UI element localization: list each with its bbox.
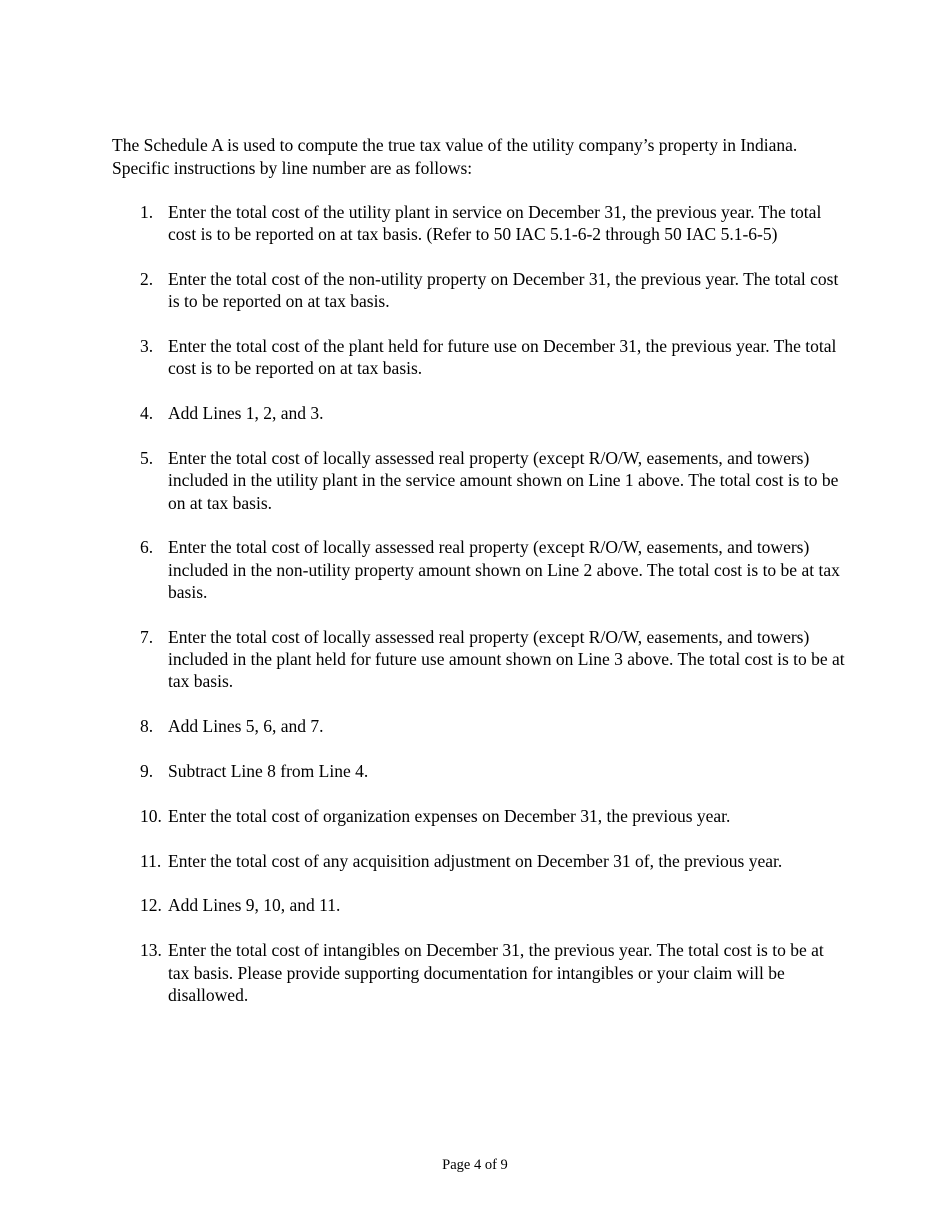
instruction-number: 6. — [140, 537, 154, 558]
instruction-text: Add Lines 9, 10, and 11. — [168, 895, 341, 916]
instruction-item-8 — [140, 715, 845, 737]
instruction-item-3 — [140, 335, 845, 380]
instruction-number: 2. — [140, 269, 154, 290]
instruction-number: 7. — [140, 626, 154, 647]
instruction-number: 5. — [140, 448, 154, 469]
instruction-item-1 — [140, 201, 845, 246]
instruction-text: Enter the total cost of the plant held for future use on December 31, the previous year. The total cost is to be reported on at tax basis. — [168, 336, 837, 379]
instruction-item-10 — [140, 805, 845, 827]
intro-paragraph: The Schedule A is used to compute the true tax value of the utility company’s property in Indiana. Specific instructions by line number are as follows: — [112, 135, 798, 178]
instruction-number: 10. — [140, 805, 162, 826]
instruction-number: 9. — [140, 761, 154, 782]
instruction-item-12 — [140, 894, 845, 916]
instruction-number: 4. — [140, 403, 154, 424]
instruction-number: 13. — [140, 940, 162, 961]
instruction-text: Enter the total cost of the utility plant in service on December 31, the previous year. The total cost is to be reported on at tax basis. (Refer to 50 IAC 5.1-6-2 through 50 IAC 5.1-6-5) — [168, 202, 822, 245]
instruction-text: Enter the total cost of locally assessed real property (except R/O/W, easements, and towers) included in the plant held for future use amount shown on Line 3 above. The total cost is to be at tax basis. — [168, 626, 845, 692]
instruction-item-6 — [140, 536, 845, 603]
instruction-text: Enter the total cost of any acquisition adjustment on December 31 of, the previous year. — [168, 850, 783, 871]
instruction-item-5 — [140, 447, 845, 514]
instructions-list — [140, 201, 845, 1029]
instruction-number: 11. — [140, 850, 162, 871]
instruction-item-7 — [140, 626, 845, 693]
instruction-item-11 — [140, 850, 845, 872]
instruction-text: Add Lines 1, 2, and 3. — [168, 403, 324, 424]
instruction-number: 12. — [140, 895, 162, 916]
instruction-text: Enter the total cost of locally assessed real property (except R/O/W, easements, and towers) included in the utility plant in the service amount shown on Line 1 above. The total cost is to be on at tax basis. — [168, 448, 839, 513]
instruction-text: Subtract Line 8 from Line 4. — [168, 761, 369, 782]
page-number-footer: Page 4 of 9 — [442, 1157, 508, 1173]
instruction-number: 8. — [140, 716, 154, 737]
instruction-text: Enter the total cost of the non-utility property on December 31, the previous year. The total cost is to be reported on at tax basis. — [168, 269, 839, 312]
instruction-number: 1. — [140, 202, 154, 222]
instruction-text: Add Lines 5, 6, and 7. — [168, 716, 324, 737]
instruction-item-2 — [140, 268, 845, 313]
instruction-number: 3. — [140, 336, 154, 357]
instruction-text: Enter the total cost of organization expenses on December 31, the previous year. — [168, 805, 731, 826]
instruction-item-13 — [140, 939, 845, 1006]
instruction-item-4 — [140, 402, 845, 424]
instruction-text: Enter the total cost of intangibles on December 31, the previous year. The total cost is to be at tax basis. Please provide supporting documentation for intangibles or your claim will be disallowed. — [168, 940, 824, 1005]
instruction-text: Enter the total cost of locally assessed real property (except R/O/W, easements, and towers) included in the non-utility property amount shown on Line 2 above. The total cost is to be at tax basis. — [168, 537, 840, 603]
instruction-item-9 — [140, 760, 845, 782]
